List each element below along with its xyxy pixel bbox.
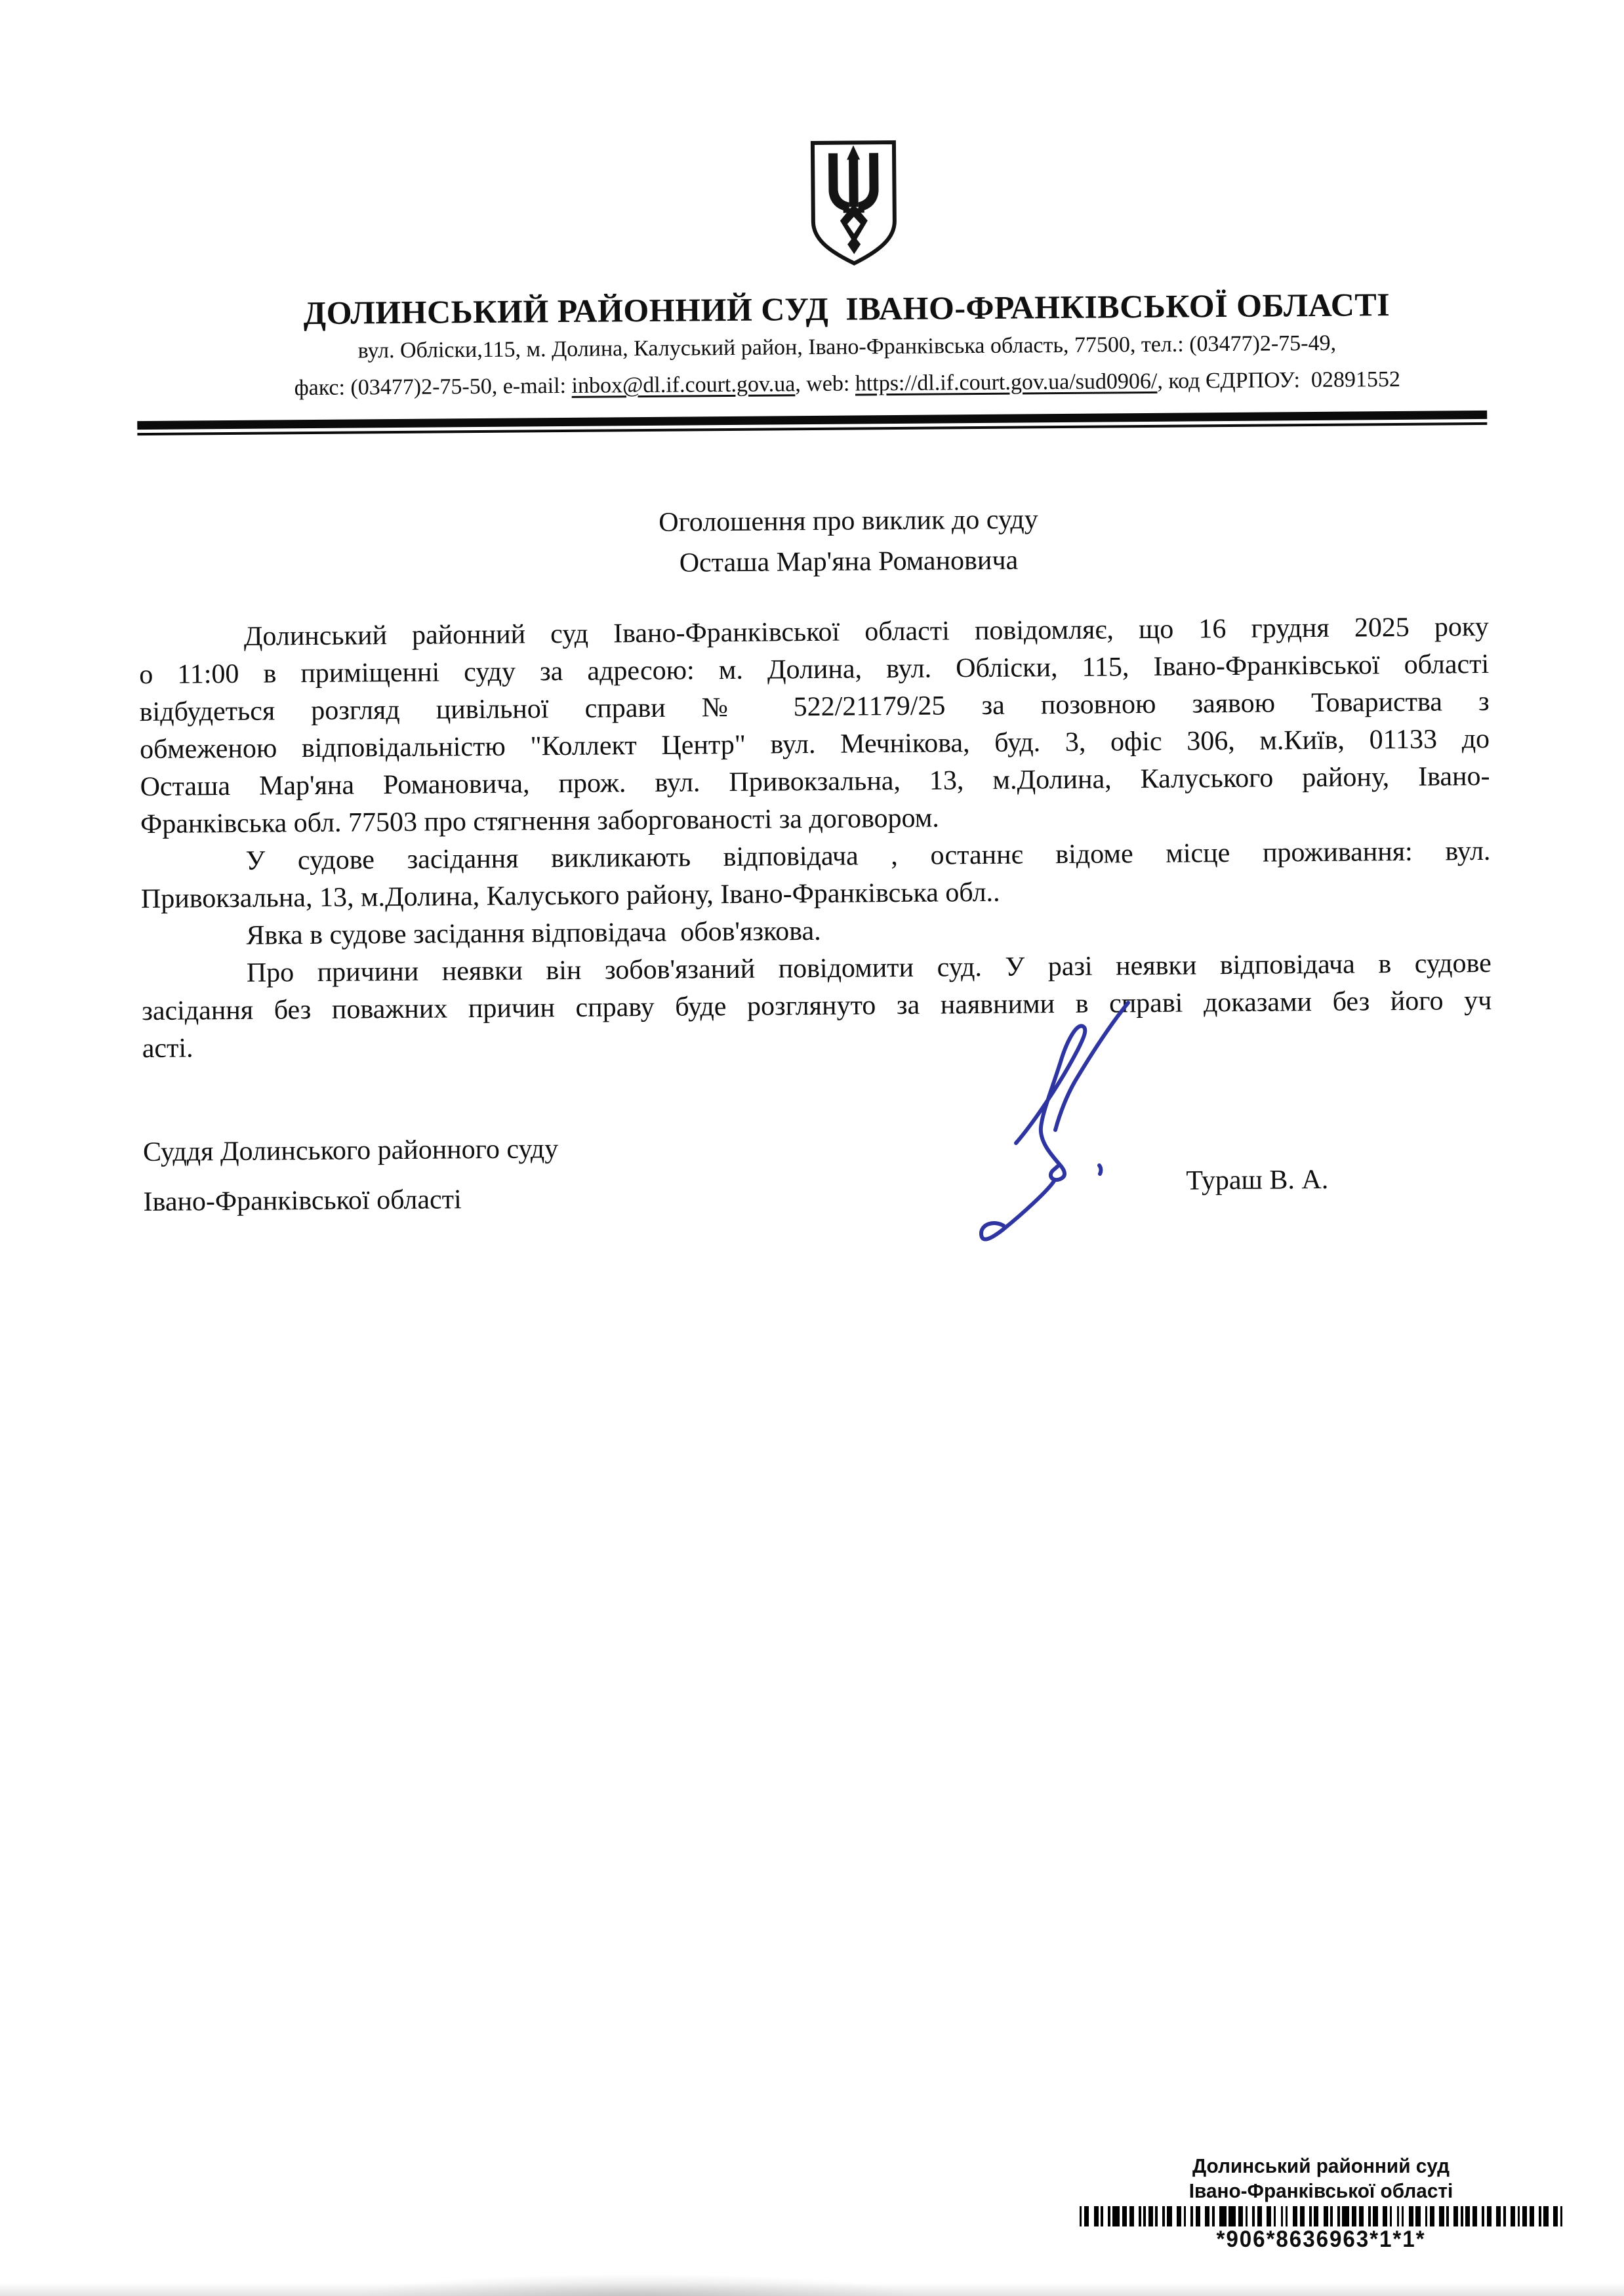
barcode-bar bbox=[1108, 2206, 1110, 2226]
registration-stamp bbox=[1068, 2154, 1574, 2253]
barcode-bar bbox=[1267, 2206, 1271, 2226]
barcode-bar bbox=[1439, 2206, 1444, 2226]
barcode-bar bbox=[1309, 2206, 1312, 2226]
body-paragraph-1-line: Осташа Мар'яна Романовича, прож. вул. Привокзальна, 13, м.Долина, Калуського району, Івано- bbox=[140, 761, 1490, 803]
barcode-bar bbox=[1373, 2206, 1377, 2226]
body-paragraph-1-line: Долинський районний суд Івано-Франківської області повідомляє, що 16 грудня 2025 року bbox=[243, 611, 1489, 652]
court-website-link: https://dl.if.court.gov.ua/sud0906/ bbox=[855, 369, 1158, 396]
barcode-bar bbox=[1503, 2206, 1506, 2226]
barcode-bar bbox=[1430, 2206, 1434, 2226]
body-paragraph-2-line: У судове засідання викликають відповідача , останнє відоме місце проживання: вул. bbox=[245, 836, 1491, 876]
court-address-line: вул. Обліски,115, м. Долина, Калуський район, Івано-Франківська область, 77500, тел.: (03477)2-75-49, bbox=[357, 331, 1337, 363]
letter-content bbox=[134, 0, 1494, 1306]
barcode-bar bbox=[1286, 2206, 1288, 2226]
barcode-bar bbox=[1530, 2206, 1534, 2226]
body-paragraph-4-line: Про причини неявки він зобов'язаний повідомити суд. У разі неявки відповідача в судове bbox=[246, 948, 1492, 988]
barcode-bar bbox=[1324, 2206, 1328, 2226]
document-title: Оголошення про виклик до суду bbox=[659, 504, 1038, 538]
contacts-prefix: факс: (03477)2-75-50, e-mail: bbox=[294, 373, 572, 401]
body-paragraph-3-line: Явка в судове засідання відповідача обов'язкова. bbox=[246, 916, 821, 951]
barcode-bar bbox=[1148, 2206, 1153, 2226]
barcode-bar bbox=[1487, 2206, 1492, 2226]
barcode-bar bbox=[1139, 2206, 1141, 2226]
barcode-bar bbox=[1094, 2206, 1099, 2226]
barcode-bar bbox=[1415, 2206, 1420, 2226]
handwritten-signature bbox=[971, 987, 1141, 1269]
barcode-bar bbox=[1129, 2206, 1134, 2226]
barcode-bar bbox=[1314, 2206, 1318, 2226]
body-paragraph-4-line: засідання без поважних причин справу буде розглянуто за наявними в справі доказами без його уч bbox=[142, 985, 1492, 1027]
court-name-heading: ДОЛИНСЬКИЙ РАЙОННИЙ СУД ІВАНО-ФРАНКІВСЬКОЇ ОБЛАСТІ bbox=[303, 286, 1391, 332]
barcode-bar bbox=[1257, 2206, 1262, 2226]
barcode-bar bbox=[1397, 2206, 1400, 2226]
barcode-bar bbox=[1293, 2206, 1297, 2226]
court-email-link: inbox@dl.if.court.gov.ua bbox=[571, 372, 796, 398]
judge-name: Тураш В. А. bbox=[1186, 1164, 1329, 1196]
barcode-bar bbox=[1084, 2206, 1089, 2226]
barcode-bar bbox=[1390, 2206, 1392, 2226]
barcode-bar bbox=[1539, 2206, 1541, 2226]
barcode-bar bbox=[1205, 2206, 1209, 2226]
barcode-bar bbox=[1162, 2206, 1165, 2226]
barcode-bar bbox=[1281, 2206, 1284, 2226]
document-subtitle-addressee: Осташа Мар'яна Романовича bbox=[679, 545, 1019, 578]
barcode-bar bbox=[1425, 2206, 1428, 2226]
header-divider-thick-line bbox=[137, 411, 1487, 430]
barcode-bar bbox=[1112, 2206, 1120, 2226]
barcode-bar bbox=[1080, 2206, 1082, 2226]
barcode-bar bbox=[1228, 2206, 1236, 2226]
barcode-bar bbox=[1342, 2206, 1349, 2226]
barcode-bar bbox=[1560, 2206, 1563, 2226]
barcode-bar bbox=[1155, 2206, 1158, 2226]
scan-edge-shadow bbox=[0, 2283, 1624, 2296]
stamp-court-line2: Івано-Франківської області bbox=[1188, 2179, 1453, 2202]
barcode-bar bbox=[1472, 2206, 1477, 2226]
barcode-bar bbox=[1219, 2206, 1227, 2226]
emblem-container bbox=[135, 109, 1486, 289]
barcode-bar bbox=[1511, 2206, 1515, 2226]
body-paragraph-1-line: Франківська обл. 77503 про стягнення заборгованості за договором. bbox=[140, 803, 939, 840]
barcode-bar bbox=[1446, 2206, 1449, 2226]
barcode-bar bbox=[1101, 2206, 1103, 2226]
barcode-bar bbox=[1122, 2206, 1127, 2226]
barcode-bar bbox=[1368, 2206, 1371, 2226]
judge-position-line1: Суддя Долинського районного суду bbox=[142, 1134, 559, 1168]
signature-block bbox=[143, 1125, 1494, 1306]
barcode-bar bbox=[1465, 2206, 1470, 2226]
barcode bbox=[1077, 2206, 1565, 2226]
document-body bbox=[139, 609, 1492, 1068]
barcode-bar bbox=[1383, 2206, 1387, 2226]
barcode-bar bbox=[1184, 2206, 1187, 2226]
ukraine-trident-emblem-icon bbox=[807, 137, 901, 269]
barcode-bar bbox=[1522, 2206, 1527, 2226]
barcode-bar bbox=[1453, 2206, 1458, 2226]
body-paragraph-1-line: відбудеться розгляд цивільної справи № 522/21179/25 за позовною заявою Товариства з bbox=[139, 686, 1490, 728]
barcode-bar bbox=[1212, 2206, 1215, 2226]
barcode-bar bbox=[1246, 2206, 1248, 2226]
barcode-bar bbox=[1359, 2206, 1364, 2226]
barcode-bar bbox=[1177, 2206, 1181, 2226]
body-paragraph-2-line: Привокзальна, 13, м.Долина, Калуського району, Івано-Франківська обл.. bbox=[140, 877, 1000, 915]
barcode-bar bbox=[1274, 2206, 1276, 2226]
barcode-bar bbox=[1402, 2206, 1404, 2226]
body-paragraph-1-line: о 11:00 в приміщенні суду за адресою: м. Долина, вул. Обліски, 115, Івано-Франківської області bbox=[139, 649, 1490, 691]
contacts-mid: , web: bbox=[795, 371, 855, 397]
body-paragraph-4-line: асті. bbox=[142, 1033, 193, 1064]
barcode-bar bbox=[1496, 2206, 1501, 2226]
barcode-bar bbox=[1196, 2206, 1200, 2226]
barcode-bar bbox=[1461, 2206, 1463, 2226]
barcode-bar bbox=[1352, 2206, 1356, 2226]
barcode-bar bbox=[1190, 2206, 1193, 2226]
judge-position-line2: Івано-Франківської області bbox=[143, 1184, 462, 1218]
court-contacts-line bbox=[137, 365, 1487, 404]
barcode-bar bbox=[1482, 2206, 1484, 2226]
barcode-caption: *906*8636963*1*1* bbox=[1216, 2226, 1426, 2252]
contacts-suffix: , код ЄДРПОУ: 02891552 bbox=[1157, 367, 1401, 393]
barcode-bar bbox=[1553, 2206, 1558, 2226]
barcode-bar bbox=[1143, 2206, 1146, 2226]
barcode-bar bbox=[1238, 2206, 1243, 2226]
header-divider bbox=[137, 411, 1487, 435]
barcode-bar bbox=[1300, 2206, 1305, 2226]
barcode-bar bbox=[1518, 2206, 1520, 2226]
barcode-bar bbox=[1330, 2206, 1333, 2226]
barcode-bar bbox=[1409, 2206, 1413, 2226]
barcode-bar bbox=[1252, 2206, 1255, 2226]
barcode-bar bbox=[1337, 2206, 1340, 2226]
barcode-bar bbox=[1167, 2206, 1171, 2226]
barcode-bar bbox=[1543, 2206, 1548, 2226]
stamp-court-line1: Долинський районний суд bbox=[1192, 2154, 1450, 2177]
body-paragraph-1-line: обмеженою відповідальністю "Коллект Центр" вул. Мечнікова, буд. 3, офіс 306, м.Київ, 01133 до bbox=[139, 723, 1490, 765]
